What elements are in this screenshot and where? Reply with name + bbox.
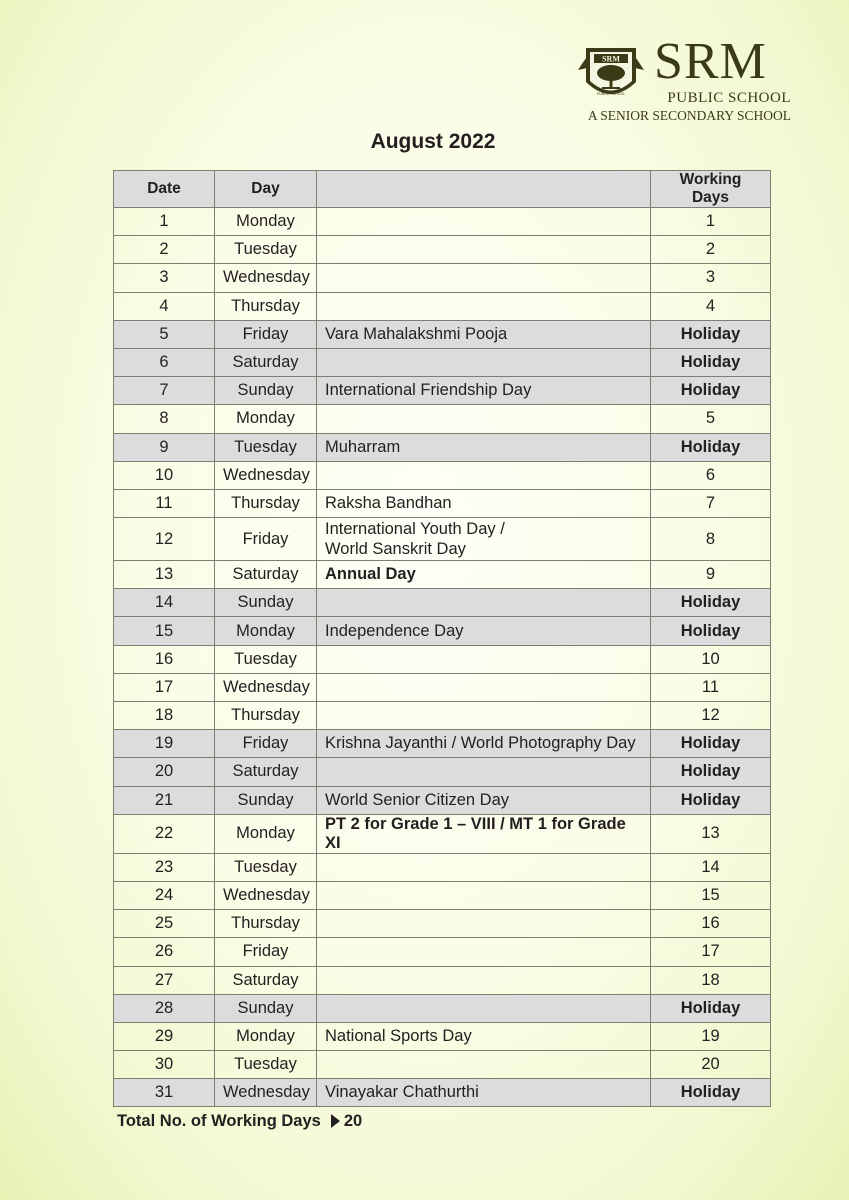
day-cell: Thursday [215,489,317,517]
date-cell: 14 [114,589,215,617]
table-row-holiday [114,320,771,348]
event-cell: PT 2 for Grade 1 – VIII / MT 1 for Grade XI [317,814,651,853]
date-cell: 2 [114,236,215,264]
working-cell: Holiday [651,730,771,758]
table-row-holiday [114,617,771,645]
logo-subtitle: PUBLIC SCHOOL [667,90,791,106]
date-cell: 9 [114,433,215,461]
event-cell [317,236,651,264]
day-cell: Tuesday [215,236,317,264]
working-cell: Holiday [651,758,771,786]
working-cell: Holiday [651,786,771,814]
day-cell: Friday [215,938,317,966]
date-cell: 11 [114,489,215,517]
date-cell: 22 [114,814,215,853]
working-cell: 10 [651,645,771,673]
event-cell [317,994,651,1022]
date-cell: 24 [114,881,215,909]
working-cell: 20 [651,1051,771,1079]
event-cell [317,1051,651,1079]
table-row-holiday [114,348,771,376]
table-row [114,208,771,236]
working-cell: 19 [651,1022,771,1050]
logo-tagline: A SENIOR SECONDARY SCHOOL [587,108,791,123]
event-cell [317,518,651,561]
table-row [114,489,771,517]
table-row [114,853,771,881]
school-logo [572,33,797,126]
day-cell: Thursday [215,292,317,320]
event-cell [317,966,651,994]
srm-tree-emblem-icon [572,40,650,108]
day-cell: Sunday [215,786,317,814]
day-cell: Tuesday [215,853,317,881]
working-cell: 11 [651,673,771,701]
table-row [114,518,771,561]
table-row [114,292,771,320]
event-cell [317,405,651,433]
working-cell: 7 [651,489,771,517]
table-row [114,264,771,292]
day-cell: Friday [215,320,317,348]
event-cell [317,208,651,236]
event-cell [317,881,651,909]
day-cell: Wednesday [215,1079,317,1107]
day-cell: Friday [215,730,317,758]
day-cell: Saturday [215,348,317,376]
working-cell: Holiday [651,994,771,1022]
working-cell: Holiday [651,348,771,376]
table-row-holiday [114,730,771,758]
event-cell [317,348,651,376]
event-line-1: International Youth Day / [325,520,505,539]
date-cell: 29 [114,1022,215,1050]
event-cell: Independence Day [317,617,651,645]
date-cell: 27 [114,966,215,994]
date-cell: 21 [114,786,215,814]
event-cell: World Senior Citizen Day [317,786,651,814]
day-cell: Monday [215,1022,317,1050]
working-cell: 1 [651,208,771,236]
day-cell: Sunday [215,994,317,1022]
day-cell: Monday [215,617,317,645]
table-row [114,405,771,433]
table-row [114,673,771,701]
working-cell: Holiday [651,377,771,405]
event-cell: Vinayakar Chathurthi [317,1079,651,1107]
date-cell: 6 [114,348,215,376]
date-cell: 7 [114,377,215,405]
event-cell [317,702,651,730]
table-header-row [114,171,771,208]
date-cell: 20 [114,758,215,786]
day-cell: Tuesday [215,645,317,673]
date-cell: 10 [114,461,215,489]
event-cell [317,910,651,938]
page-title: August 2022 [370,130,496,153]
working-cell: 2 [651,236,771,264]
event-cell [317,758,651,786]
logo-name: SRM [654,33,767,90]
day-cell: Thursday [215,910,317,938]
table-row [114,881,771,909]
day-cell: Tuesday [215,433,317,461]
day-cell: Thursday [215,702,317,730]
day-cell: Saturday [215,758,317,786]
table-row [114,966,771,994]
working-cell: 4 [651,292,771,320]
table-row [114,1022,771,1050]
calendar-table [113,170,771,1107]
working-cell: 13 [651,814,771,853]
event-cell [317,264,651,292]
header-working-days: Working Days [651,171,771,208]
event-cell: National Sports Day [317,1022,651,1050]
table-row-holiday [114,786,771,814]
date-cell: 16 [114,645,215,673]
day-cell: Monday [215,208,317,236]
working-cell: 15 [651,881,771,909]
event-cell: International Friendship Day [317,377,651,405]
day-cell: Friday [215,518,317,561]
day-cell: Monday [215,814,317,853]
working-cell: 6 [651,461,771,489]
date-cell: 5 [114,320,215,348]
date-cell: 8 [114,405,215,433]
day-cell: Saturday [215,966,317,994]
working-cell: Holiday [651,589,771,617]
table-row-holiday [114,1079,771,1107]
working-cell: Holiday [651,320,771,348]
table-row [114,938,771,966]
event-cell [317,461,651,489]
triangle-right-icon [331,1114,340,1128]
day-cell: Sunday [215,589,317,617]
table-row [114,814,771,853]
event-cell: Krishna Jayanthi / World Photography Day [317,730,651,758]
date-cell: 30 [114,1051,215,1079]
table-row-holiday [114,758,771,786]
working-cell: 5 [651,405,771,433]
day-cell: Wednesday [215,461,317,489]
date-cell: 31 [114,1079,215,1107]
working-cell: Holiday [651,617,771,645]
day-cell: Wednesday [215,673,317,701]
event-cell [317,938,651,966]
day-cell: Wednesday [215,264,317,292]
event-cell [317,645,651,673]
date-cell: 15 [114,617,215,645]
table-row-holiday [114,433,771,461]
working-cell: 14 [651,853,771,881]
date-cell: 1 [114,208,215,236]
table-row-holiday [114,589,771,617]
date-cell: 4 [114,292,215,320]
date-cell: 18 [114,702,215,730]
working-cell: Holiday [651,433,771,461]
event-cell: Vara Mahalakshmi Pooja [317,320,651,348]
emblem-subtext: PUBLIC SCHOOL [596,92,626,96]
table-row-holiday [114,377,771,405]
table-row [114,910,771,938]
event-cell [317,292,651,320]
total-working-days [117,1112,362,1131]
day-cell: Wednesday [215,881,317,909]
header-event [317,171,651,208]
event-cell: Annual Day [317,561,651,589]
day-cell: Saturday [215,561,317,589]
table-row [114,1051,771,1079]
day-cell: Sunday [215,377,317,405]
emblem-srm-text: SRM [602,54,620,64]
total-label: Total No. of Working Days [117,1112,321,1130]
working-cell: 17 [651,938,771,966]
table-row [114,702,771,730]
date-cell: 13 [114,561,215,589]
date-cell: 19 [114,730,215,758]
date-cell: 28 [114,994,215,1022]
total-value: 20 [343,1112,363,1130]
date-cell: 3 [114,264,215,292]
date-cell: 12 [114,518,215,561]
day-cell: Monday [215,405,317,433]
date-cell: 26 [114,938,215,966]
date-cell: 25 [114,910,215,938]
table-row [114,236,771,264]
event-cell [317,853,651,881]
date-cell: 23 [114,853,215,881]
working-cell: Holiday [651,1079,771,1107]
day-cell: Tuesday [215,1051,317,1079]
table-row [114,645,771,673]
event-line-2: World Sanskrit Day [325,540,466,559]
date-cell: 17 [114,673,215,701]
table-row [114,461,771,489]
header-date: Date [114,171,215,208]
working-cell: 16 [651,910,771,938]
working-cell: 8 [651,518,771,561]
table-row [114,561,771,589]
event-cell: Muharram [317,433,651,461]
working-cell: 12 [651,702,771,730]
working-cell: 3 [651,264,771,292]
table-row-holiday [114,994,771,1022]
working-cell: 9 [651,561,771,589]
working-cell: 18 [651,966,771,994]
header-day: Day [215,171,317,208]
event-cell [317,589,651,617]
event-cell [317,673,651,701]
event-cell: Raksha Bandhan [317,489,651,517]
